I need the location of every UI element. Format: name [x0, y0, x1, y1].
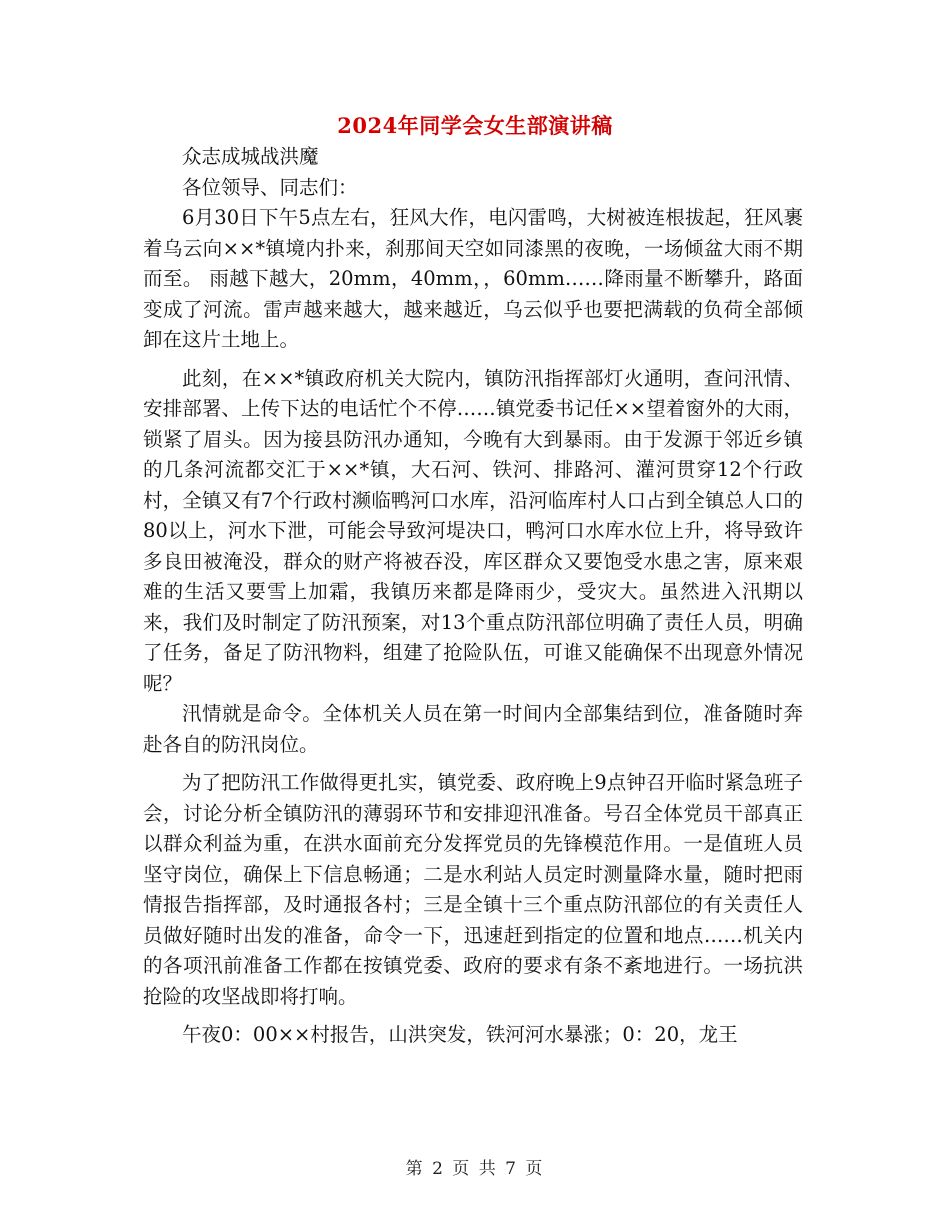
document-body	[143, 142, 803, 1051]
paragraph-4: 为了把防汛工作做得更扎实，镇党委、政府晚上9点钟召开临时紧急班子会，讨论分析全镇防汛的薄弱环节和安排迎汛准备。号召全体党员干部真正以群众利益为重，在洪水面前充分发挥党员的先锋模范作用。一是值班人员坚守岗位，确保上下信息畅通；二是水利站人员定时测量降水量，随时把雨情报告指挥部，及时通报各村；三是全镇十三个重点防汛部位的有关责任人员做好随时出发的准备，命令一下，迅速赶到指定的位置和地点……机关内的各项汛前准备工作都在按镇党委、政府的要求有条不紊地进行。一场抗洪抢险的攻坚战即将打响。	[143, 771, 803, 1008]
paragraph-2: 此刻，在××*镇政府机关大院内，镇防汛指挥部灯火通明，查问汛情、安排部署、上传下达的电话忙个不停……镇党委书记任××望着窗外的大雨，锁紧了眉头。因为接县防汛办通知，今晚有大到暴雨。由于发源于邻近乡镇的几条河流都交汇于××*镇，大石河、铁河、排路河、灌河贯穿12个行政村，全镇又有7个行政村濒临鸭河口水库，沿河临库村人口占到全镇总人口的80以上，河水下泄，可能会导致河堤决口，鸭河口水库水位上升，将导致许多良田被淹没，群众的财产将被吞没，库区群众又要饱受水患之害，原来艰难的生活又要雪上加霜，我镇历来都是降雨少，受灾大。虽然进入汛期以来，我们及时制定了防汛预案，对13个重点防汛部位明确了责任人员，明确了任务，备足了防汛物料，组建了抢险队伍，可谁又能确保不出现意外情况呢？	[143, 366, 803, 695]
page-footer: 第 2 页 共 7 页	[405, 1159, 545, 1179]
paragraph-3: 汛情就是命令。全体机关人员在第一时间内全部集结到位，准备随时奔赴各自的防汛岗位。	[143, 702, 803, 756]
paragraph-5: 午夜0：00××村报告，山洪突发，铁河河水暴涨；0：20，龙王	[182, 1023, 738, 1046]
document-title: 2024年同学会女生部演讲稿	[337, 113, 613, 138]
salutation: 各位领导、同志们：	[182, 175, 358, 199]
paragraph-1: 6月30日下午5点左右，狂风大作，电闪雷鸣，大树被连根拔起，狂风裹着乌云向××*镇境内扑来，刹那间天空如同漆黑的夜晚，一场倾盆大雨不期而至。 雨越下越大，20mm，40mm，，60mm……降雨量不断攀升，路面变成了河流。雷声越来越大，越来越近，乌云似乎也要把满载的负荷全部倾卸在这片土地上。	[143, 206, 803, 351]
speech-subtitle: 众志成城战洪魔	[182, 145, 319, 168]
